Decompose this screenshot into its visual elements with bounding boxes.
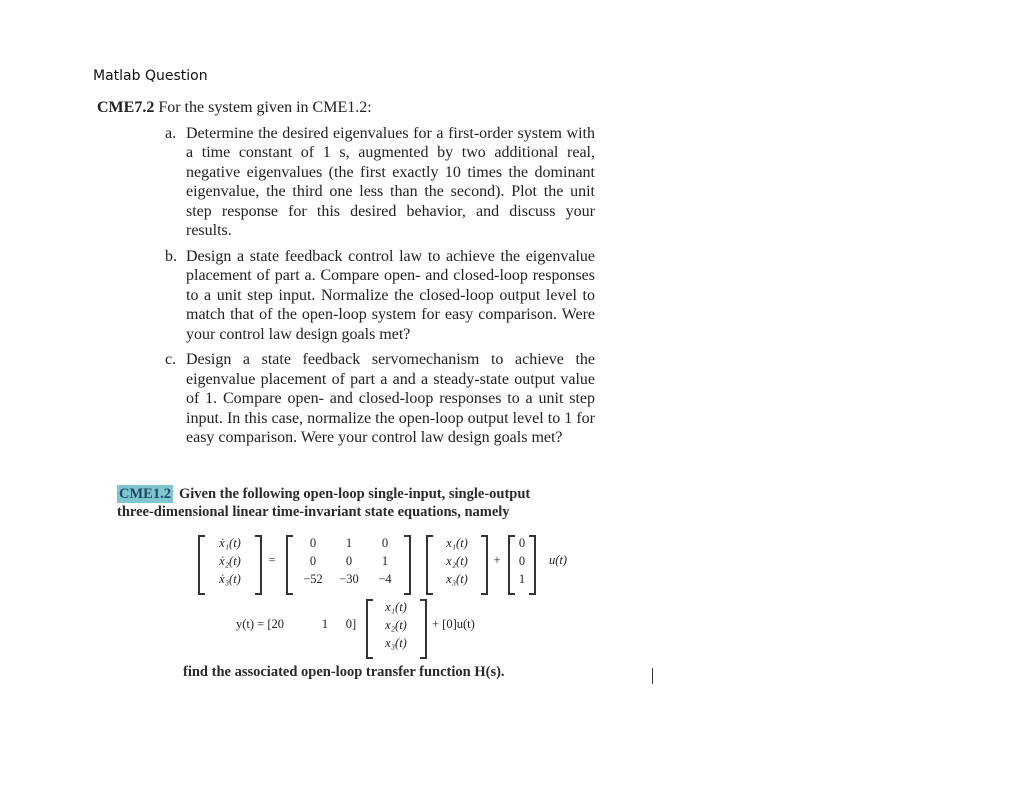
xdot-1: ẋ₁(t) [219,536,241,550]
equals-sign: = [268,553,276,567]
x-1: x₁(t) [385,600,407,614]
part-label: a. [165,124,177,142]
a-22: 0 [345,554,353,568]
x-3: x₃(t) [385,636,407,650]
b-3: 1 [518,572,526,586]
bracket [198,535,205,595]
part-text: Determine the desired eigenvalues for a first-order system with a time constant of 1 s, augmented by two additional real, negative eigenvalues (the first exactly 10 times the dominant eigenvalue, the third one less than the second). Plot the unit step response for this desired behavior, and discuss your results. [186,124,595,239]
a-12: 1 [345,536,353,550]
a-13: 0 [381,536,389,550]
xdot-3: ẋ₃(t) [219,572,241,586]
bracket [366,599,373,659]
part-text: Design a state feedback servomechanism to achieve the eigenvalue placement of part a and a steady-state output value of 1. Compare open- and closed-loop responses to a unit step input. In this case, normalize the open-loop output level to 1 for easy comparison. Were your control law design goals met? [186,351,595,446]
xdot-2: ẋ₂(t) [219,554,241,568]
cme-intro [117,485,597,503]
x-3: x₃(t) [446,572,468,586]
cme-line-2: three-dimensional linear time-invariant state equations, namely [117,504,510,520]
a-33: −4 [378,572,392,586]
question-number: CME7.2 [97,99,155,116]
cme-block [117,485,597,521]
bracket [426,535,433,595]
output-equation [236,597,536,659]
page-heading: Matlab Question [93,68,208,84]
x-2: x₂(t) [385,618,407,632]
plus-sign: + [493,553,501,567]
state-equation [198,533,598,595]
part-text: Design a state feedback control law to achieve the eigenvalue placement of part a. Compare open- and closed-loop responses to a unit step input. Normalize the closed-loop output level to match that of the open-loop system for easy comparison. Were your control law design goals met? [186,247,595,343]
b-2: 0 [518,554,526,568]
x-2: x₂(t) [446,554,468,568]
b-1: 0 [518,536,526,550]
bracket [420,599,427,659]
input-u: u(t) [548,553,568,567]
question-intro: For the system given in CME1.2: [158,99,372,116]
bracket [286,535,293,595]
find-instruction: find the associated open-loop transfer function H(s). [183,664,505,680]
bracket [529,535,536,595]
a-21: 0 [309,554,317,568]
a-23: 1 [381,554,389,568]
question-part-a [97,124,597,241]
cme-line-1: Given the following open-loop single-input, single-output [178,486,531,502]
cme-tag: CME1.2 [119,486,171,502]
question-header [97,98,597,118]
question-block [97,98,597,448]
feedthrough-term: + [0]u(t) [432,617,475,631]
question-part-c [97,350,597,448]
c-3: 0] [345,617,357,631]
a-32: −30 [339,572,359,586]
x-1: x₁(t) [446,536,468,550]
bracket [481,535,488,595]
output-lhs: y(t) = [20 [236,617,285,631]
bracket [404,535,411,595]
bracket [255,535,262,595]
part-label: b. [165,247,177,265]
a-31: −52 [303,572,323,586]
c-2: 1 [321,617,329,631]
question-part-b [97,247,597,345]
part-label: c. [165,351,177,368]
text-cursor [652,668,653,684]
a-11: 0 [309,536,317,550]
